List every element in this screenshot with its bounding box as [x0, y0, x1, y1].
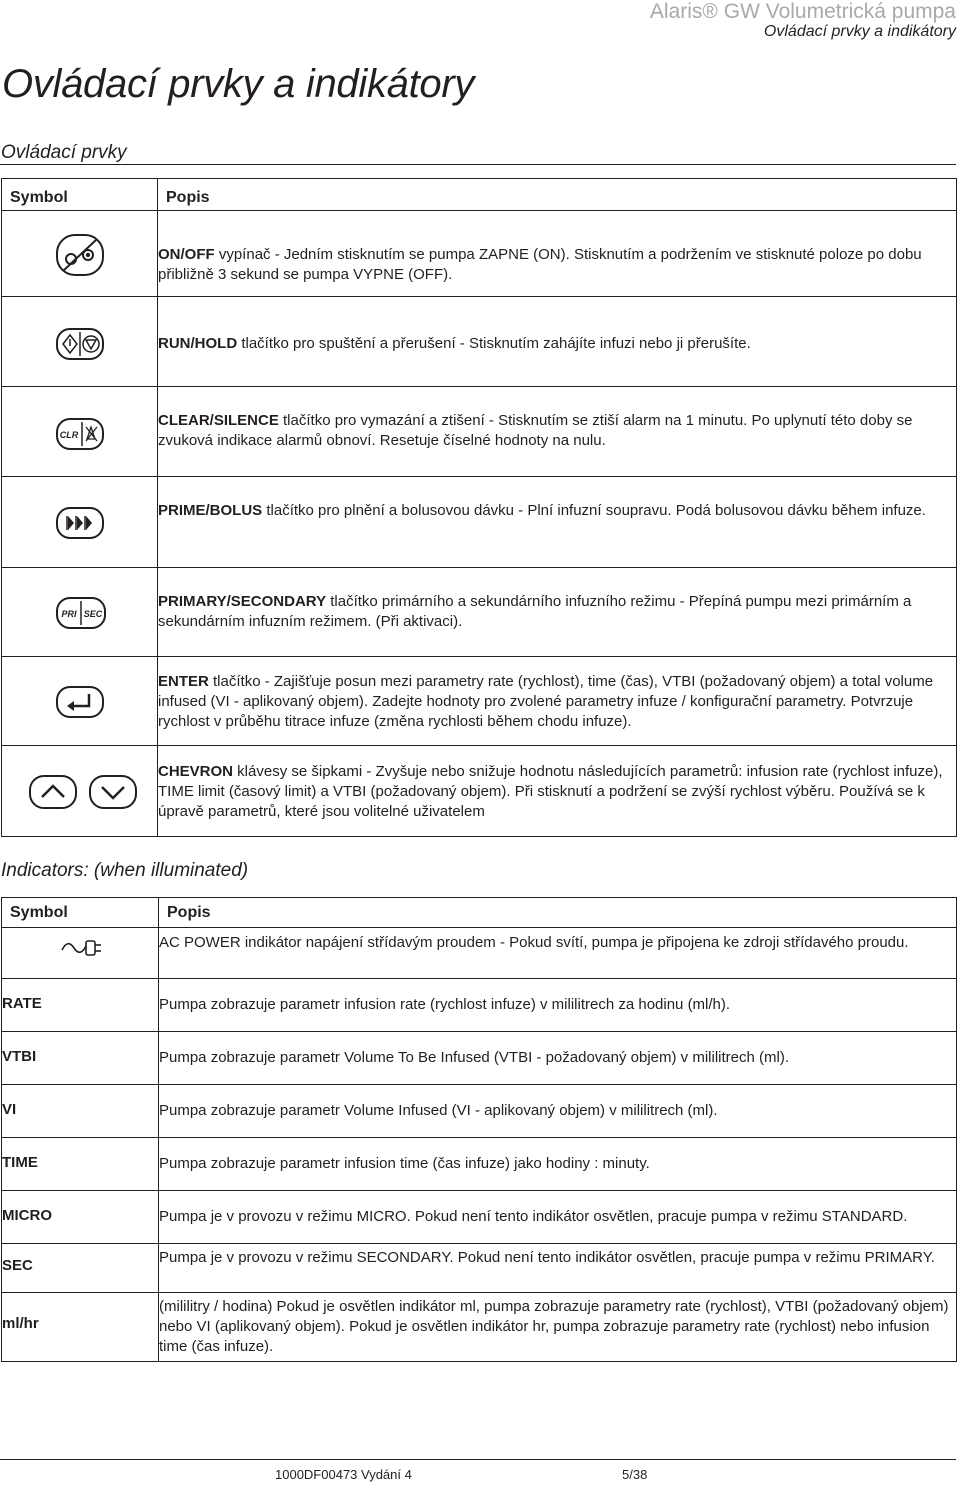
indicators-table [1, 897, 957, 1362]
desc-cell: AC POWER indikátor napájení střídavým proudem - Pokud svítí, pumpa je připojena ke zdroji střídavého proudu. [159, 928, 957, 979]
indicators-col-symbol: Symbol [2, 898, 159, 928]
table-row [2, 1138, 957, 1191]
symbol-cell [2, 568, 158, 657]
desc-cell: (mililitry / hodina) Pokud je osvětlen indikátor ml, pumpa zobrazuje parametry rate (rychlost), VTBI (požadovaný objem) nebo VI (aplikovaný objem). Pokud je osvětlen indikátor hr, pumpa zobrazuje parametry rate (rychlost) nebo infusion time (čas infuze). [159, 1293, 957, 1362]
table-row [2, 211, 957, 297]
table-row [2, 657, 957, 746]
symbol-cell [2, 746, 158, 837]
desc-cell: ENTER tlačítko - Zajišťuje posun mezi parametry rate (rychlost), time (čas), VTBI (požadovaný objem) a total volume infused (VI - aplikovaný objem). Zadejte hodnoty pro zvolené parametry infuze / konfigurační parametry. Potvrzuje rychlost v průběhu titrace infuze (změna rychlosti během chodu infuze). [158, 657, 957, 746]
desc-cell: PRIMARY/SECONDARY tlačítko primárního a sekundárního infuzního režimu - Přepíná pumpu mezi primárním a sekundárním infuzním režimem. (Při aktivaci). [158, 568, 957, 657]
footer-rule [0, 1459, 956, 1460]
desc-cell: Pumpa je v provozu v režimu MICRO. Pokud není tento indikátor osvětlen, pracuje pumpa v režimu STANDARD. [159, 1191, 957, 1244]
indicators-col-desc: Popis [159, 898, 957, 928]
controls-col-symbol: Symbol [2, 179, 158, 211]
table-row [2, 1032, 957, 1085]
symbol-cell [2, 387, 158, 477]
table-row [2, 568, 957, 657]
clear-silence-icon [55, 417, 105, 451]
desc-cell: RUN/HOLD tlačítko pro spuštění a přerušení - Stisknutím zahájíte infuzi nebo ji přerušíte. [158, 297, 957, 387]
symbol-cell [2, 477, 158, 568]
desc-cell: ON/OFF vypínač - Jedním stisknutím se pumpa ZAPNE (ON). Stisknutím a podržením ve stisknuté poloze po dobu přibližně 3 sekund se pumpa VYPNE (OFF). [158, 211, 957, 297]
table-row [2, 746, 957, 837]
symbol-cell [2, 928, 159, 979]
symbol-cell [2, 297, 158, 387]
prime-bolus-icon [55, 506, 105, 540]
table-row [2, 297, 957, 387]
indicators-heading: Indicators: (when illuminated) [1, 860, 249, 881]
symbol-cell [2, 657, 158, 746]
table-row [2, 928, 957, 979]
desc-cell: Pumpa zobrazuje parametr Volume Infused (VI - aplikovaný objem) v mililitrech (ml). [159, 1085, 957, 1138]
table-row [2, 1085, 957, 1138]
header-section: Ovládací prvky a indikátory [763, 23, 956, 40]
desc-cell: CHEVRON klávesy se šipkami - Zvyšuje nebo snižuje hodnotu následujících parametrů: infusion rate (rychlost infuze), TIME limit (časový limit) a VTBI (požadovaný objem). Při stisknutí a podržení se zvýší rychlost výběru. Používá se k úpravě parametrů, které jsou volitelné uživatelem [158, 746, 957, 837]
desc-cell: CLEAR/SILENCE tlačítko pro vymazání a ztišení - Stisknutím se ztiší alarm na 1 minutu. Po uplynutí této doby se zvuková indikace alarmů obnoví. Resetuje číselné hodnoty na nulu. [158, 387, 957, 477]
footer-doc-number: 1000DF00473 Vydání 4 [275, 1467, 412, 1482]
enter-icon [55, 685, 105, 719]
desc-cell: Pumpa zobrazuje parametr infusion time (čas infuze) jako hodiny : minuty. [159, 1138, 957, 1191]
pri-label: PRI [61, 609, 77, 619]
controls-heading-rule [0, 164, 956, 165]
symbol-cell: SEC [2, 1244, 159, 1293]
table-row [2, 1244, 957, 1293]
symbol-cell: TIME [2, 1138, 159, 1191]
chevron-icons [28, 774, 140, 810]
run-hold-icon [55, 327, 105, 361]
symbol-cell: VI [2, 1085, 159, 1138]
table-row [2, 1191, 957, 1244]
primary-secondary-icon [55, 596, 107, 630]
symbol-cell: VTBI [2, 1032, 159, 1085]
table-row [2, 1293, 957, 1362]
desc-cell: Pumpa zobrazuje parametr infusion rate (rychlost infuze) v mililitrech za hodinu (ml/h). [159, 979, 957, 1032]
desc-cell: Pumpa je v provozu v režimu SECONDARY. Pokud není tento indikátor osvětlen, pracuje pumpa v režimu PRIMARY. [159, 1244, 957, 1293]
controls-col-desc: Popis [158, 179, 957, 211]
ac-power-icon [58, 936, 104, 960]
desc-cell: Pumpa zobrazuje parametr Volume To Be Infused (VTBI - požadovaný objem) v mililitrech (ml). [159, 1032, 957, 1085]
header-product: Alaris® GW Volumetrická pumpa [649, 0, 956, 23]
footer-page-number: 5/38 [622, 1467, 648, 1482]
desc-cell: PRIME/BOLUS tlačítko pro plnění a bolusovou dávku - Plní infuzní soupravu. Podá bolusovou dávku během infuze. [158, 477, 957, 568]
symbol-cell: ml/hr [2, 1293, 159, 1362]
table-row [2, 387, 957, 477]
on-off-icon [55, 233, 105, 277]
symbol-cell: RATE [2, 979, 159, 1032]
table-row [2, 477, 957, 568]
page-title: Ovládací prvky a indikátory [2, 62, 475, 106]
sec-label: SEC [83, 609, 103, 619]
table-row [2, 979, 957, 1032]
clr-label: CLR [59, 430, 79, 440]
controls-table [1, 178, 957, 837]
controls-heading: Ovládací prvky [1, 142, 127, 163]
symbol-cell: MICRO [2, 1191, 159, 1244]
symbol-cell [2, 211, 158, 297]
